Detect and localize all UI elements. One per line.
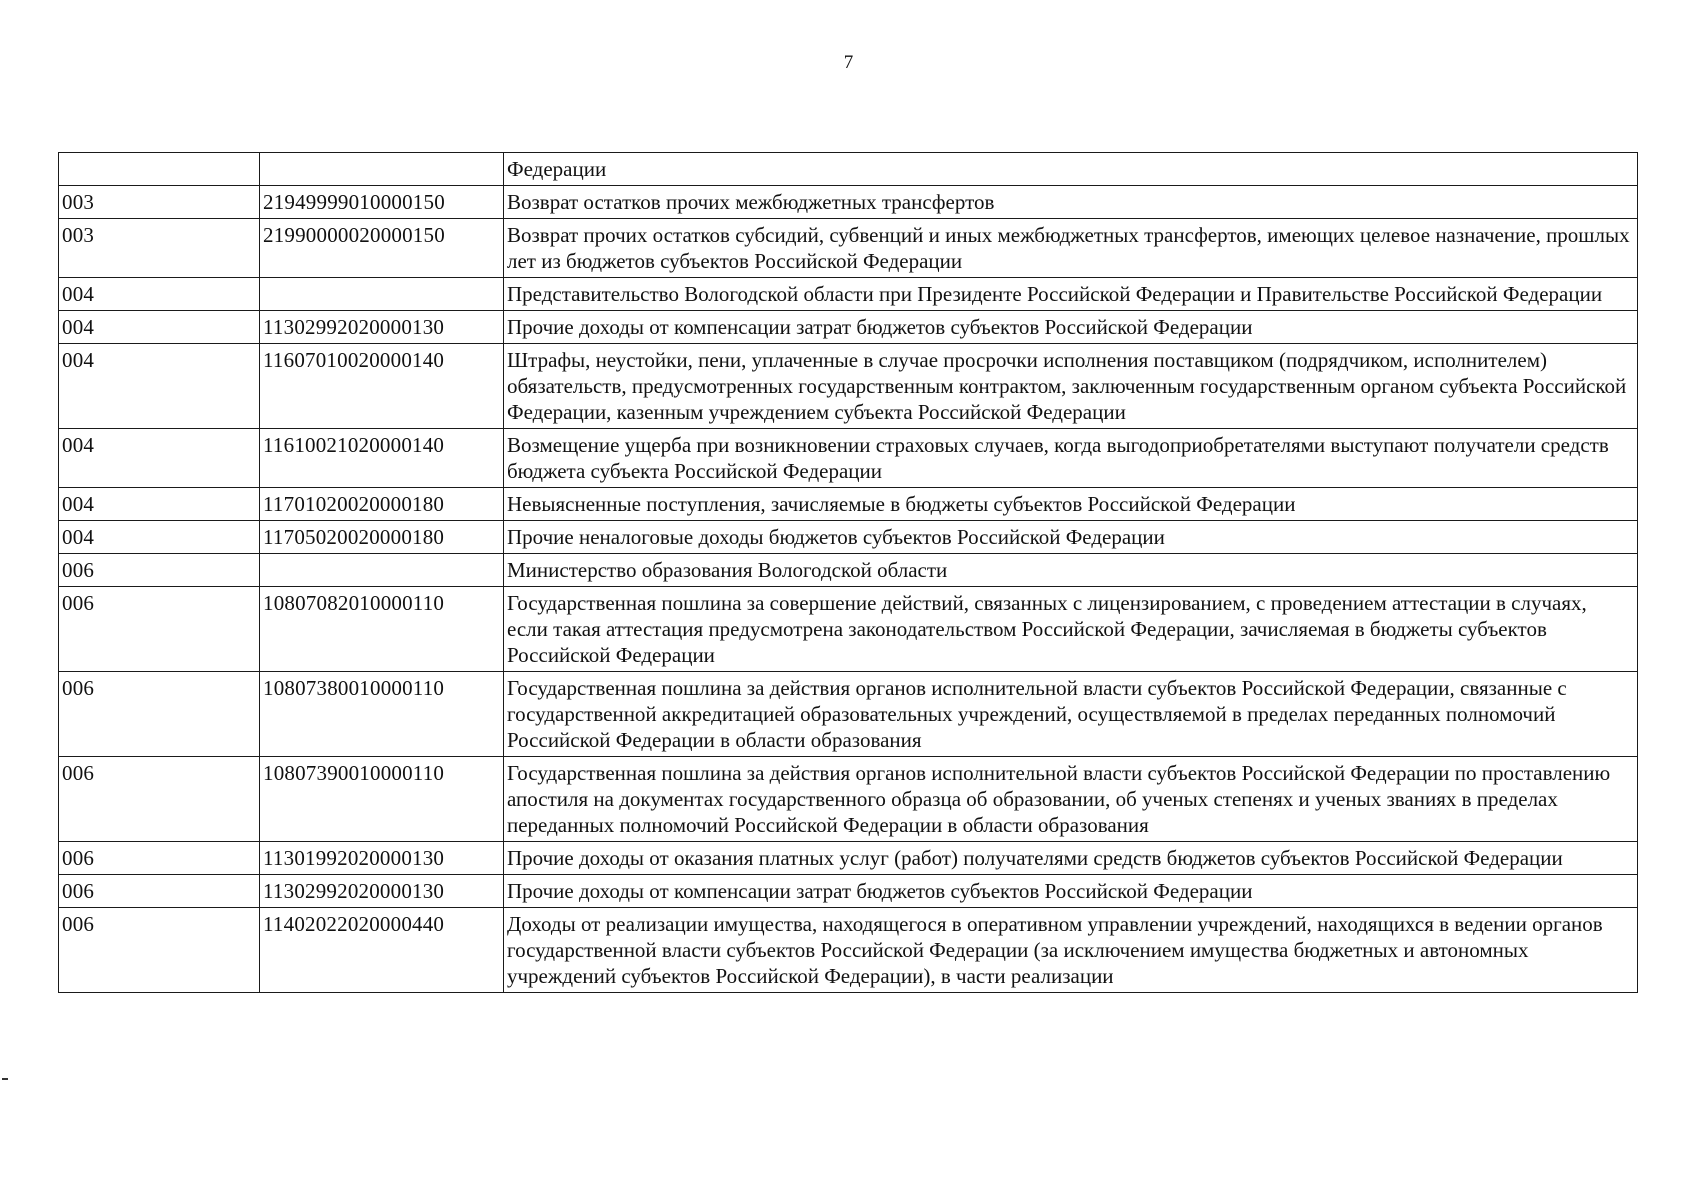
revenue-code-cell: [260, 554, 504, 587]
revenue-name-cell: Государственная пошлина за совершение действий, связанных с лицензированием, с проведением аттестации в случаях, если такая аттестация предусмотрена законодательством Российской Федерации, зачисляемая в бюджеты субъектов Российской Федерации: [504, 587, 1638, 672]
revenue-name-cell: Прочие доходы от компенсации затрат бюджетов субъектов Российской Федерации: [504, 875, 1638, 908]
revenue-name-cell: Возврат прочих остатков субсидий, субвенций и иных межбюджетных трансфертов, имеющих целевое назначение, прошлых лет из бюджетов субъектов Российской Федерации: [504, 219, 1638, 278]
revenue-code-cell: 11701020020000180: [260, 488, 504, 521]
admin-code-cell: 006: [59, 875, 260, 908]
table-row: [59, 311, 1638, 344]
revenue-name-cell: Возмещение ущерба при возникновении страховых случаев, когда выгодоприобретателями выступают получатели средств бюджета субъекта Российской Федерации: [504, 429, 1638, 488]
revenue-code-cell: 11610021020000140: [260, 429, 504, 488]
table-row: [59, 186, 1638, 219]
admin-code-cell: 006: [59, 587, 260, 672]
revenue-name-cell: Возврат остатков прочих межбюджетных трансфертов: [504, 186, 1638, 219]
admin-code-cell: 003: [59, 219, 260, 278]
revenue-code-cell: 21949999010000150: [260, 186, 504, 219]
table-row: [59, 842, 1638, 875]
table-row: [59, 908, 1638, 993]
revenue-name-cell: Невыясненные поступления, зачисляемые в бюджеты субъектов Российской Федерации: [504, 488, 1638, 521]
admin-code-cell: 004: [59, 429, 260, 488]
revenue-name-cell: Доходы от реализации имущества, находящегося в оперативном управлении учреждений, находящихся в ведении органов государственной власти субъектов Российской Федерации (за исключением имущества бюджетных и автономных учреждений субъектов Российской Федерации), в части реализации: [504, 908, 1638, 993]
admin-code-cell: 006: [59, 554, 260, 587]
revenue-name-cell: Государственная пошлина за действия органов исполнительной власти субъектов Российской Федерации по проставлению апостиля на документах государственного образца об образовании, об ученых степенях и ученых званиях в пределах переданных полномочий Российской Федерации в области образования: [504, 757, 1638, 842]
revenue-code-cell: 10807390010000110: [260, 757, 504, 842]
revenue-name-cell: Штрафы, неустойки, пени, уплаченные в случае просрочки исполнения поставщиком (подрядчиком, исполнителем) обязательств, предусмотренных государственным контрактом, заключенным государственным органом субъекта Российской Федерации, казенным учреждением субъекта Российской Федерации: [504, 344, 1638, 429]
revenue-name-cell: Представительство Вологодской области при Президенте Российской Федерации и Правительстве Российской Федерации: [504, 278, 1638, 311]
revenue-code-cell: 11302992020000130: [260, 311, 504, 344]
admin-code-cell: 006: [59, 672, 260, 757]
admin-code-cell: 003: [59, 186, 260, 219]
table-row: [59, 344, 1638, 429]
table-row: [59, 672, 1638, 757]
revenue-name-cell: Прочие доходы от компенсации затрат бюджетов субъектов Российской Федерации: [504, 311, 1638, 344]
revenue-code-cell: 11301992020000130: [260, 842, 504, 875]
revenue-code-cell: 10807082010000110: [260, 587, 504, 672]
revenue-name-cell: Министерство образования Вологодской области: [504, 554, 1638, 587]
budget-revenue-table: [58, 152, 1638, 993]
margin-mark: [2, 1078, 8, 1080]
admin-code-cell: [59, 153, 260, 186]
table-row: [59, 153, 1638, 186]
table-row: [59, 875, 1638, 908]
revenue-name-cell: Прочие доходы от оказания платных услуг (работ) получателями средств бюджетов субъектов Российской Федерации: [504, 842, 1638, 875]
admin-code-cell: 006: [59, 842, 260, 875]
revenue-name-cell: Государственная пошлина за действия органов исполнительной власти субъектов Российской Федерации, связанные с государственной аккредитацией образовательных учреждений, осуществляемой в пределах переданных полномочий Российской Федерации в области образования: [504, 672, 1638, 757]
table-row: [59, 521, 1638, 554]
admin-code-cell: 004: [59, 521, 260, 554]
admin-code-cell: 006: [59, 757, 260, 842]
table-row: [59, 429, 1638, 488]
revenue-name-cell: Прочие неналоговые доходы бюджетов субъектов Российской Федерации: [504, 521, 1638, 554]
table-body: [59, 153, 1638, 993]
admin-code-cell: 006: [59, 908, 260, 993]
admin-code-cell: 004: [59, 311, 260, 344]
revenue-code-cell: [260, 153, 504, 186]
revenue-code-cell: 21990000020000150: [260, 219, 504, 278]
revenue-code-cell: 11705020020000180: [260, 521, 504, 554]
table-row: [59, 757, 1638, 842]
table-row: [59, 219, 1638, 278]
revenue-code-cell: 11302992020000130: [260, 875, 504, 908]
table-row: [59, 587, 1638, 672]
revenue-code-cell: 11607010020000140: [260, 344, 504, 429]
admin-code-cell: 004: [59, 278, 260, 311]
page-number: 7: [843, 52, 854, 73]
admin-code-cell: 004: [59, 488, 260, 521]
table-row: [59, 278, 1638, 311]
revenue-code-cell: 10807380010000110: [260, 672, 504, 757]
revenue-code-cell: [260, 278, 504, 311]
admin-code-cell: 004: [59, 344, 260, 429]
table-row: [59, 554, 1638, 587]
table-row: [59, 488, 1638, 521]
revenue-name-cell: Федерации: [504, 153, 1638, 186]
revenue-code-cell: 11402022020000440: [260, 908, 504, 993]
